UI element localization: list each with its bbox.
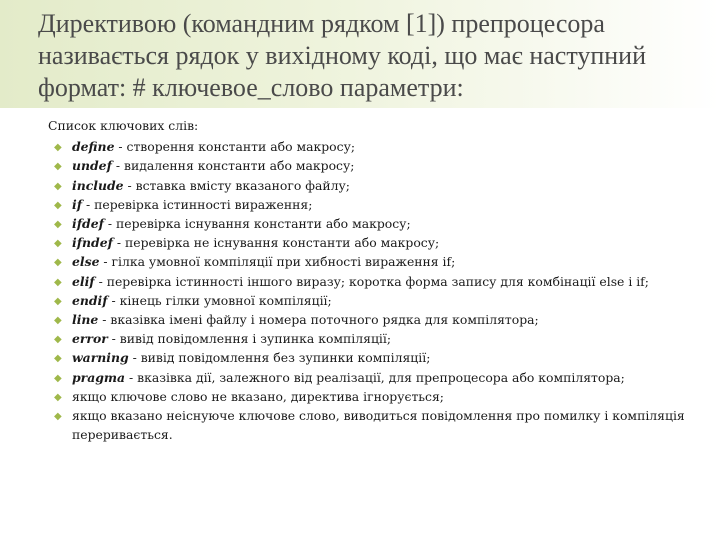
keyword-description: - вивід повідомлення і зупинка компіляції;: [107, 331, 392, 347]
list-item: [48, 272, 700, 291]
keyword: undef: [72, 158, 112, 174]
keyword-description: - перевірка істинності вираження;: [82, 196, 313, 212]
keyword: elif: [72, 273, 95, 289]
list-item: [48, 329, 700, 348]
keyword-description: - вивід повідомлення без зупинки компіляції;: [128, 350, 431, 366]
diamond-bullet-icon: ◆: [54, 372, 62, 384]
keyword: line: [72, 312, 99, 328]
keyword-description: якщо вказано неіснуюче ключове слово, виводиться повідомлення про помилку і компіляція переривається.: [72, 408, 685, 443]
diamond-bullet-icon: ◆: [54, 238, 62, 250]
list-item: [48, 156, 700, 175]
diamond-bullet-icon: ◆: [54, 219, 62, 231]
list-item: [48, 252, 700, 271]
list-item: [48, 406, 700, 444]
list-item: [48, 310, 700, 329]
keyword: ifdef: [72, 216, 104, 232]
list-item: [48, 214, 700, 233]
list-intro: Список ключових слів:: [48, 118, 199, 133]
list-item: [48, 176, 700, 195]
keyword: pragma: [72, 369, 126, 385]
diamond-bullet-icon: ◆: [54, 315, 62, 327]
diamond-bullet-icon: ◆: [54, 295, 62, 307]
keyword: warning: [72, 350, 129, 366]
diamond-bullet-icon: ◆: [54, 142, 62, 154]
keyword: ifndef: [72, 235, 113, 251]
list-item: [48, 137, 700, 156]
keyword-description: - вставка вмісту вказаного файлу;: [123, 177, 350, 193]
slide-content: [48, 116, 700, 444]
keyword-description: - перевірка існування константи або макросу;: [103, 216, 411, 232]
keyword-description: - перевірка істинності іншого виразу; коротка форма запису для комбінації else і if;: [94, 273, 649, 289]
diamond-bullet-icon: ◆: [54, 276, 62, 288]
keyword-description: якщо ключове слово не вказано, директива ігнорується;: [72, 388, 444, 404]
keyword-description: - вказівка імені файлу і номера поточного рядка для компілятора;: [98, 312, 539, 328]
diamond-bullet-icon: ◆: [54, 334, 62, 346]
diamond-bullet-icon: ◆: [54, 257, 62, 269]
keyword-description: - кінець гілки умовної компіляції;: [107, 292, 332, 308]
diamond-bullet-icon: ◆: [54, 411, 62, 423]
keyword: error: [72, 331, 108, 347]
list-item: [48, 368, 700, 387]
keyword-description: - гілка умовної компіляції при хибності вираження if;: [99, 254, 456, 270]
diamond-bullet-icon: ◆: [54, 391, 62, 403]
keyword: define: [72, 139, 115, 155]
diamond-bullet-icon: ◆: [54, 180, 62, 192]
keyword-list: [48, 137, 700, 444]
keyword: else: [72, 254, 100, 270]
diamond-bullet-icon: ◆: [54, 161, 62, 173]
diamond-bullet-icon: ◆: [54, 199, 62, 211]
keyword: include: [72, 177, 124, 193]
keyword-description: - видалення константи або макросу;: [111, 158, 355, 174]
list-item: [48, 233, 700, 252]
diamond-bullet-icon: ◆: [54, 353, 62, 365]
keyword-description: - створення константи або макросу;: [114, 139, 356, 155]
slide-title: Директивою (командним рядком [1]) препроцесора називається рядок у вихідному коді, що має наступний формат: # ключевое_слово параметри:: [38, 9, 647, 102]
keyword-description: - перевірка не існування константи або макросу;: [112, 235, 440, 251]
keyword: if: [72, 196, 83, 212]
keyword-description: - вказівка дії, залежного від реалізації, для препроцесора або компілятора;: [125, 369, 625, 385]
list-item: [48, 348, 700, 367]
list-item: [48, 195, 700, 214]
list-item: [48, 291, 700, 310]
keyword: endif: [72, 292, 108, 308]
list-item: [48, 387, 700, 406]
